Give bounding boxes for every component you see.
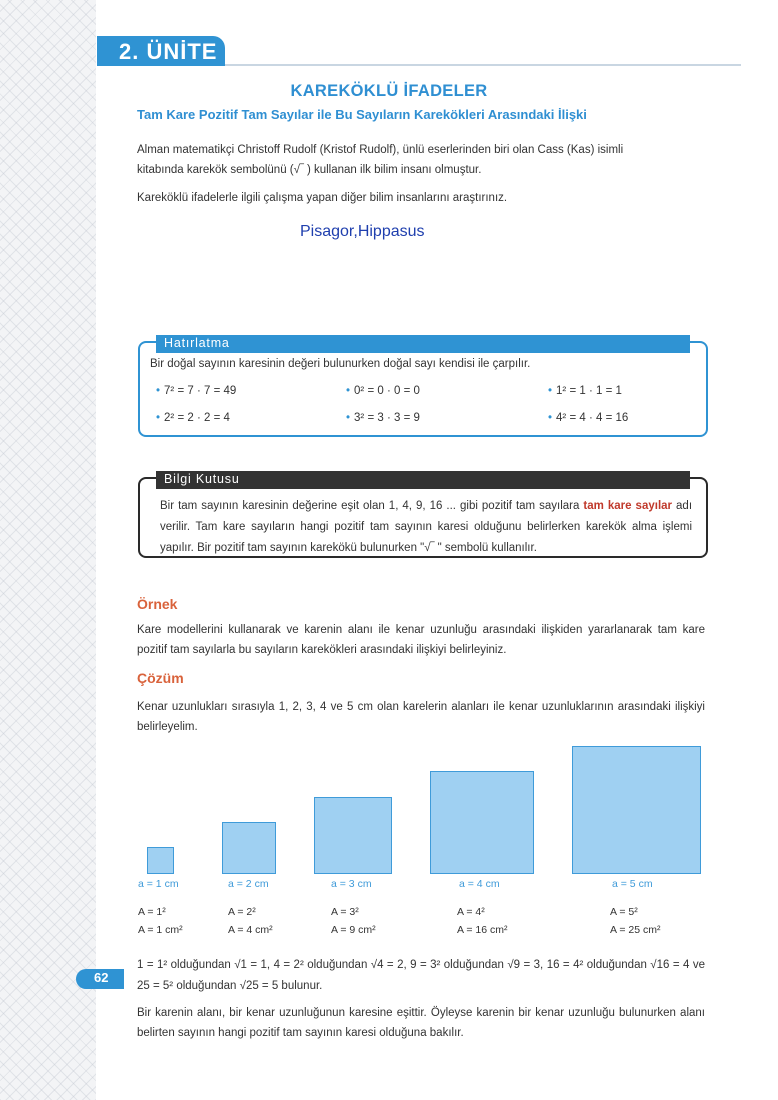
reminder-text: Bir doğal sayının karesinin değeri bulunurken doğal sayı kendisi ile çarpılır. — [150, 358, 531, 370]
reminder-header — [156, 335, 690, 353]
square-3cm — [314, 797, 392, 874]
page-title: KAREKÖKLÜ İFADELER — [290, 82, 488, 100]
unit-label: 2. ÜNİTE — [119, 39, 218, 64]
square-4cm — [430, 771, 534, 874]
square-label: a = 4 cm — [459, 878, 500, 890]
square-label: a = 1 cm — [138, 878, 179, 890]
handwritten-answer: Pisagor,Hippasus — [300, 223, 425, 240]
reminder-item: • 0² = 0 · 0 = 0 — [346, 385, 420, 397]
intro-line2: kitabında karekök sembolünü (√‾ ) kullanan ilk bilim insanı olmuştur. — [137, 164, 482, 176]
area-expr: A = 1² — [138, 906, 166, 918]
header-rule — [225, 64, 741, 66]
solution-heading: Çözüm — [137, 670, 184, 686]
area-expr: A = 4² — [457, 906, 485, 918]
square-1cm — [147, 847, 174, 874]
reminder-item: • 2² = 2 · 2 = 4 — [156, 412, 230, 424]
unit-tab — [97, 36, 225, 66]
conclusion-text: Bir karenin alanı, bir kenar uzunluğunun karesine eşittir. Öyleyse karenin bir kenar uzunluğu bulunurken alanı belirten sayının hangi pozitif tam sayının karesi olduğuna bakılır. — [137, 1007, 705, 1039]
intro-question: Kareköklü ifadelerle ilgili çalışma yapan diğer bilim insanlarını araştırınız. — [137, 192, 508, 204]
info-box — [138, 472, 708, 558]
area-expr: A = 3² — [331, 906, 359, 918]
area-value: A = 25 cm² — [610, 924, 661, 936]
relation-text: 1 = 1² olduğundan √1 = 1, 4 = 2² olduğundan √4 = 2, 9 = 3² olduğundan √9 = 3, 16 = 4² olduğundan √16 = 4 ve 25 = 5² olduğundan √25 = 5 bulunur. — [137, 959, 705, 992]
reminder-item: • 3² = 3 · 3 = 9 — [346, 412, 420, 424]
intro-line1: Alman matematikçi Christoff Rudolf (Kristof Rudolf), ünlü eserlerinden biri olan Cass (Kas) isimli — [137, 144, 624, 156]
reminder-box — [138, 336, 708, 437]
area-expr: A = 2² — [228, 906, 256, 918]
area-value: A = 9 cm² — [331, 924, 376, 936]
page-number: 62 — [94, 970, 109, 985]
square-label: a = 2 cm — [228, 878, 269, 890]
page-subtitle: Tam Kare Pozitif Tam Sayılar ile Bu Sayıların Karekökleri Arasındaki İlişki — [137, 107, 587, 122]
info-bold: tam kare sayılar — [583, 500, 673, 512]
info-text: Bir tam sayının karesinin değerine eşit olan 1, 4, 9, 16 ... gibi pozitif tam sayılara tam kare sayılar adı verilir. Tam kare sayıların hangi pozitif tam sayının karesi olduğunu belirlerken karekök alma işlemi yapılır. Bir pozitif tam sayının karekökü bulunurken "√‾ " sembolü kullanılır. — [160, 500, 693, 554]
square-label: a = 5 cm — [612, 878, 653, 890]
reminder-item: • 1² = 1 · 1 = 1 — [548, 385, 622, 397]
square-2cm — [222, 822, 276, 874]
area-value: A = 16 cm² — [457, 924, 508, 936]
square-label: a = 3 cm — [331, 878, 372, 890]
margin-pattern — [0, 0, 96, 1100]
info-title: Bilgi Kutusu — [164, 472, 240, 486]
page-number-tab — [76, 969, 124, 989]
example-text: Kare modellerini kullanarak ve karenin alanı ile kenar uzunluğu arasındaki ilişkiden yararlanarak tam kare pozitif tam sayılarla bu sayıların karekökleri arasındaki ilişkiyi belirleyiniz. — [137, 624, 705, 656]
solution-text: Kenar uzunlukları sırasıyla 1, 2, 3, 4 ve 5 cm olan karelerin alanları ile kenar uzunluklarının arasındaki ilişkiyi belirleyelim. — [137, 701, 705, 733]
area-value: A = 4 cm² — [228, 924, 273, 936]
example-heading: Örnek — [137, 596, 178, 612]
area-value: A = 1 cm² — [138, 924, 183, 936]
reminder-title: Hatırlatma — [164, 336, 230, 350]
square-5cm — [572, 746, 701, 874]
reminder-item: • 4² = 4 · 4 = 16 — [548, 412, 629, 424]
reminder-item: • 7² = 7 · 7 = 49 — [156, 385, 237, 397]
info-header — [156, 471, 690, 489]
area-expr: A = 5² — [610, 906, 638, 918]
